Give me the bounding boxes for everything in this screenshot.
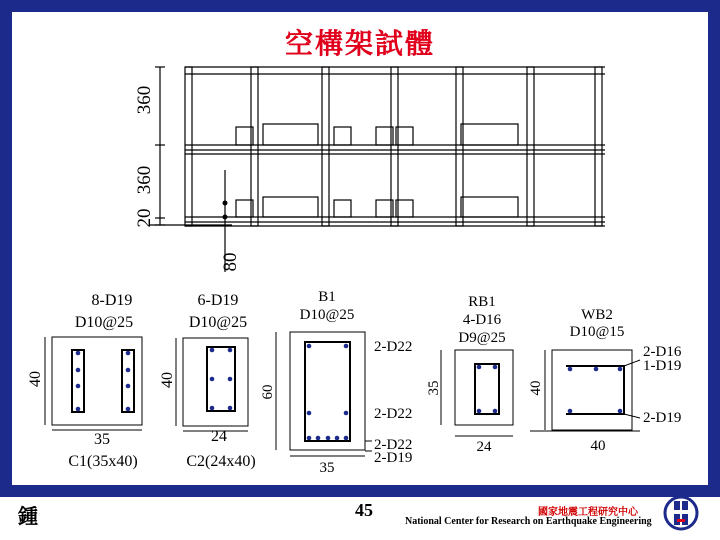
wb2-height-label: 40 [528,380,544,396]
wb2-stirrup [566,366,624,414]
elevation-dimension-line [150,67,232,272]
rb1-rebar [493,409,498,414]
second-floor-beam [185,145,605,154]
c1-rebar [76,407,81,412]
b1-bottom-label-1: 2-D22 [374,437,413,453]
c2-rebar [210,348,215,353]
c1-rebar [126,351,131,356]
b1-rebar [307,411,312,416]
c1-stirrup-outer-2 [122,350,134,412]
b1-top-label: 2-D22 [374,339,413,355]
b1-rebar [344,411,349,416]
c1-rebar [76,351,81,356]
b1-height-label: 60 [260,384,276,400]
beam-blocks [236,124,518,217]
section-b1 [260,289,412,476]
b1-middle-label: 2-D22 [374,406,413,422]
b1-bottom-label-2: 2-D19 [374,450,413,466]
c2-outline [183,338,248,426]
b1-rebar [307,344,312,349]
c2-name-label: C2(24x40) [186,453,256,470]
wb2-name-label: WB2 [581,307,613,323]
slab-thickness-label: 20 [134,208,155,228]
section-c2 [159,292,256,470]
foundation-beam [185,217,605,226]
rb1-rebar-label: 4-D16 [462,312,502,328]
rb1-width-label: 24 [476,439,492,455]
frame-elevation [150,67,605,272]
wb2-rebar [594,367,599,372]
section-wb2 [528,307,682,454]
c1-rebar [76,384,81,389]
c1-stirrup-label: D10@25 [74,314,134,331]
c2-rebar [228,406,233,411]
c1-rebar [126,368,131,373]
rb1-name-label: RB1 [468,294,496,310]
section-rb1 [426,294,513,455]
c1-rebar [126,384,131,389]
c2-width-label: 24 [211,428,227,445]
rb1-rebar [477,409,482,414]
wb2-rebar [618,367,623,372]
b1-rebar [344,344,349,349]
c1-height-label: 40 [27,371,44,387]
story-height-upper: 360 [134,85,155,115]
org-name-zh: 國家地震工程研究中心 [538,507,638,518]
c1-rebar [126,407,131,412]
c2-rebar [210,406,215,411]
slide-title: 空構架試體 [284,27,435,60]
c2-rebar-label: 6-D19 [197,292,239,309]
wb2-stirrup-label: D10@15 [569,324,625,340]
b1-rebar [316,436,321,441]
story-height-lower: 360 [134,165,155,195]
wb2-rebar [618,409,623,414]
c2-stirrup-label: D10@25 [188,314,248,331]
c1-rebar [76,368,81,373]
org-name-en: National Center for Research on Earthquake Engineering [405,516,652,527]
c2-rebar [228,348,233,353]
b1-stirrup [305,342,350,441]
c2-rebar [210,377,215,382]
b1-name-label: B1 [318,289,336,305]
wb2-bottom-label: 2-D19 [643,410,682,426]
b1-rebar [344,436,349,441]
c1-stirrup-outer [72,350,84,412]
b1-rebar [326,436,331,441]
b1-width-label: 35 [319,460,335,476]
rb1-rebar [477,365,482,370]
foundation-depth-label: 80 [220,252,241,272]
wb2-rebar [568,367,573,372]
section-c1 [27,292,142,470]
wb2-top-label-1: 2-D16 [643,344,682,360]
top-beam [185,67,605,74]
wb2-outline [552,350,632,430]
b1-rebar [307,436,312,441]
b1-rebar [335,436,340,441]
c1-rebar-label: 8-D19 [91,292,133,309]
b1-stirrup-label: D10@25 [299,307,355,323]
rb1-stirrup-label: D9@25 [458,330,506,346]
footer-author: 鍾 [18,504,38,528]
c1-name-label: C1(35x40) [68,453,138,470]
wb2-width-label: 40 [590,438,606,454]
c2-rebar [228,377,233,382]
wb2-top-label-2: 1-D19 [643,358,682,374]
rb1-height-label: 35 [426,380,442,396]
wb2-rebar [568,409,573,414]
ncree-logo [663,494,699,532]
rb1-rebar [493,365,498,370]
c2-height-label: 40 [159,372,176,388]
page-number: 45 [355,500,373,520]
rb1-stirrup [475,364,499,414]
b1-outline [290,332,365,450]
c1-width-label: 35 [94,431,110,448]
